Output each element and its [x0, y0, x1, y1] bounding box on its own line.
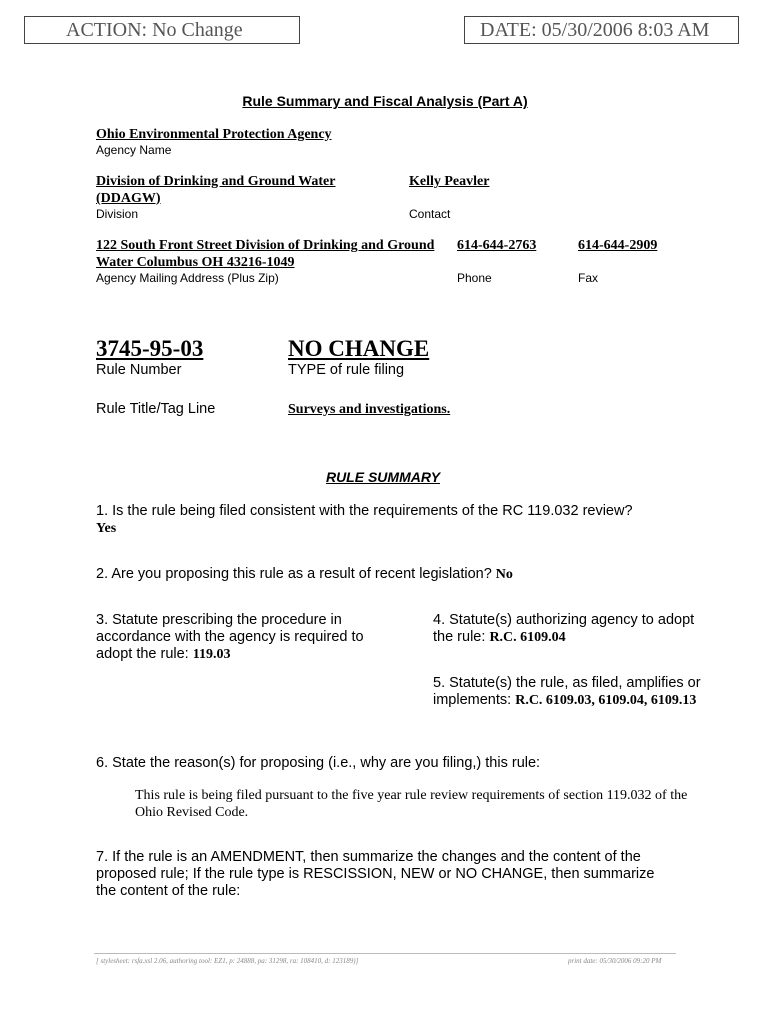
page-title: Rule Summary and Fiscal Analysis (Part A)	[242, 93, 528, 109]
division-value: Division of Drinking and Ground Water (DDAGW)	[96, 174, 336, 206]
question-7-text: 7. If the rule is an AMENDMENT, then summarize the changes and the content of the proposed rule; If the rule type is RESCISSION, NEW or NO CHANGE, then summarize the content of the rule:	[96, 849, 655, 899]
question-2	[96, 566, 696, 583]
fax-label: Fax	[578, 271, 599, 285]
address-value: 122 South Front Street Division of Drinking and Ground Water Columbus OH 43216-1049	[96, 238, 435, 270]
fax-value: 614-644-2909	[578, 238, 658, 253]
question-4-answer: R.C. 6109.04	[489, 630, 566, 645]
question-5-answer: R.C. 6109.03, 6109.04, 6109.13	[515, 693, 697, 708]
question-6-text: 6. State the reason(s) for proposing (i.e., why are you filing,) this rule:	[96, 755, 541, 771]
question-1-answer: Yes	[96, 521, 117, 536]
rule-title-value: Surveys and investigations.	[288, 402, 451, 417]
division-label: Division	[96, 207, 139, 221]
date-text: DATE: 05/30/2006 8:03 AM	[480, 19, 710, 41]
rule-number-label: Rule Number	[96, 362, 182, 378]
question-5	[433, 675, 723, 709]
question-3	[96, 612, 386, 663]
question-2-text: 2. Are you proposing this rule as a result of recent legislation?	[96, 566, 492, 582]
rule-title-label: Rule Title/Tag Line	[96, 401, 216, 417]
agency-name-value: Ohio Environmental Protection Agency	[96, 127, 332, 142]
question-5-text: 5. Statute(s) the rule, as filed, amplifies or implements:	[433, 675, 701, 708]
phone-value: 614-644-2763	[457, 238, 537, 253]
action-box	[24, 16, 300, 44]
question-4	[433, 612, 713, 646]
question-1-text: 1. Is the rule being filed consistent with the requirements of the RC 119.032 review?	[96, 503, 633, 519]
contact-value: Kelly Peavler	[409, 174, 490, 189]
footer-divider	[94, 953, 676, 954]
phone-label: Phone	[457, 271, 492, 285]
question-6-answer: This rule is being filed pursuant to the five year rule review requirements of section 119.032 of the Ohio Revised Code.	[135, 788, 688, 820]
agency-name-label: Agency Name	[96, 143, 172, 157]
contact-label: Contact	[409, 207, 451, 221]
question-4-text: 4. Statute(s) authorizing agency to adopt the rule:	[433, 612, 695, 645]
action-text: ACTION: No Change	[66, 19, 243, 41]
question-1	[96, 503, 656, 537]
question-3-answer: 119.03	[192, 647, 231, 662]
rule-summary-heading: RULE SUMMARY	[325, 469, 441, 485]
filing-type-value: NO CHANGE	[288, 336, 430, 361]
footer-print-date: print date: 05/30/2006 09:20 PM	[568, 957, 662, 965]
date-box	[464, 16, 739, 44]
footer-stylesheet-info: [ stylesheet: rsfa.xsl 2.06, authoring tool: EZ1, p: 24888, pa: 31298, ra: 108410, d: 123189)]	[96, 957, 359, 965]
rule-number-value: 3745-95-03	[96, 336, 204, 361]
filing-type-label: TYPE of rule filing	[288, 362, 405, 378]
question-2-answer: No	[495, 567, 513, 582]
address-label: Agency Mailing Address (Plus Zip)	[96, 271, 279, 285]
question-3-text: 3. Statute prescribing the procedure in accordance with the agency is required to adopt the rule:	[96, 612, 364, 662]
